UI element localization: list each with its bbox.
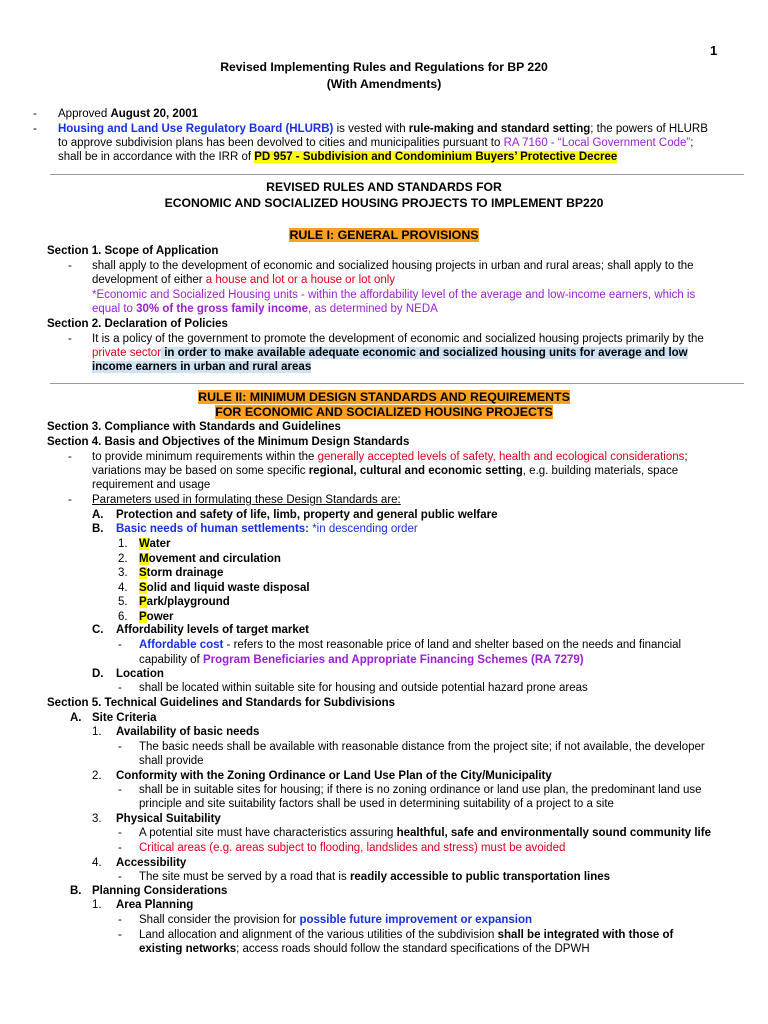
section-5-title: Section 5. Technical Guidelines and Standards for Subdivisions bbox=[47, 697, 396, 709]
a1-line-1: The basic needs shall be available with reasonable distance from the project site; if not available, the developer bbox=[139, 741, 705, 753]
standards-title-2: ECONOMIC AND SOCIALIZED HOUSING PROJECTS TO IMPLEMENT BP220 bbox=[164, 196, 604, 210]
basic-need-initial: P bbox=[139, 610, 147, 623]
s5-b-letter: B. bbox=[70, 885, 82, 897]
param-a: Protection and safety of life, limb, property and general public welfare bbox=[116, 509, 498, 521]
bullet-dash: - bbox=[33, 123, 37, 135]
s4-line-2: variations may be based on some specific regional, cultural and economic setting, e.g. building materials, space bbox=[92, 465, 679, 477]
param-d: Location bbox=[116, 668, 164, 680]
basic-need-number: 1. bbox=[118, 538, 128, 550]
rule-1-heading: RULE I: GENERAL PROVISIONS bbox=[289, 228, 479, 242]
a1-number: 1. bbox=[92, 726, 102, 738]
hlurb-line-3: shall be in accordance with the IRR of PD 957 - Subdivision and Condominium Buyers’ Protective Decree bbox=[58, 151, 618, 163]
s4-line-3: requirement and usage bbox=[92, 479, 211, 491]
section-2-title: Section 2. Declaration of Policies bbox=[47, 318, 228, 330]
a4-line-1: The site must be served by a road that is readily accessible to public transportation lines bbox=[139, 871, 611, 883]
rule-2-heading-2: FOR ECONOMIC AND SOCIALIZED HOUSING PROJECTS bbox=[215, 405, 553, 419]
parameters-heading: Parameters used in formulating these Design Standards are: bbox=[92, 494, 401, 506]
a2-title: Conformity with the Zoning Ordinance or Land Use Plan of the City/Municipality bbox=[116, 770, 552, 782]
param-b: Basic needs of human settlements: *in descending order bbox=[116, 523, 418, 535]
divider bbox=[50, 174, 744, 175]
s5-a-letter: A. bbox=[70, 712, 82, 724]
b1-line-2: Land allocation and alignment of the various utilities of the subdivision shall be integrated with those of bbox=[139, 929, 674, 941]
s2-line-2: private sector in order to make available adequate economic and socialized housing units for average and low bbox=[92, 347, 688, 359]
b1-number: 1. bbox=[92, 899, 102, 911]
bullet-dash: - bbox=[118, 741, 122, 753]
basic-need-initial: W bbox=[139, 538, 150, 550]
a3-number: 3. bbox=[92, 813, 102, 825]
s1-line-4: equal to 30% of the gross family income, as determined by NEDA bbox=[92, 303, 438, 315]
bullet-dash: - bbox=[118, 842, 122, 854]
bullet-dash: - bbox=[68, 260, 72, 272]
basic-need-number: 4. bbox=[118, 581, 128, 594]
param-c-letter: C. bbox=[92, 624, 104, 636]
document-subtitle: (With Amendments) bbox=[326, 77, 442, 91]
a2-line-1: shall be in suitable sites for housing; if there is no zoning ordinance or land use plan, the predominant land use bbox=[139, 784, 702, 796]
bullet-dash: - bbox=[68, 451, 72, 463]
basic-need-number: 3. bbox=[118, 567, 128, 579]
bullet-dash: - bbox=[118, 929, 122, 941]
param-d-letter: D. bbox=[92, 668, 104, 680]
basic-need-text: ovement and circulation bbox=[148, 552, 281, 565]
s1-line-2: development of either a house and lot or a house or lot only bbox=[92, 274, 396, 286]
param-c: Affordability levels of target market bbox=[116, 624, 309, 636]
basic-need-number: 5. bbox=[118, 596, 128, 608]
a4-number: 4. bbox=[92, 857, 102, 869]
a2-number: 2. bbox=[92, 770, 102, 782]
bullet-dash: - bbox=[33, 108, 37, 120]
page-number: 1 bbox=[710, 43, 718, 58]
a3-line-1: A potential site must have characteristics assuring healthful, safe and environmentally sound community life bbox=[139, 827, 711, 839]
s1-line-3: *Economic and Socialized Housing units - within the affordability level of the average and low-income earners, which is bbox=[92, 289, 696, 301]
c-line-1: Affordable cost - refers to the most reasonable price of land and shelter based on the needs and financial bbox=[139, 639, 682, 651]
bullet-dash: - bbox=[118, 639, 122, 651]
section-4-title: Section 4. Basis and Objectives of the Minimum Design Standards bbox=[47, 436, 410, 448]
a4-title: Accessibility bbox=[116, 857, 187, 869]
document-title: Revised Implementing Rules and Regulations for BP 220 bbox=[220, 60, 548, 74]
basic-need-text: ower bbox=[146, 610, 174, 623]
hlurb-line: Housing and Land Use Regulatory Board (HLURB) is vested with rule-making and standard setting; the powers of HLURB bbox=[58, 123, 708, 135]
standards-title-1: REVISED RULES AND STANDARDS FOR bbox=[266, 180, 502, 194]
s5-b: Planning Considerations bbox=[92, 885, 228, 897]
basic-need-initial: S bbox=[139, 567, 147, 579]
bullet-dash: - bbox=[118, 827, 122, 839]
basic-need-item bbox=[139, 552, 281, 567]
section-1-title: Section 1. Scope of Application bbox=[47, 245, 219, 257]
basic-need-text: ark/playground bbox=[146, 596, 230, 608]
param-a-letter: A. bbox=[92, 509, 104, 521]
basic-need-item bbox=[139, 610, 174, 625]
basic-need-initial: S bbox=[139, 581, 147, 594]
basic-need-item bbox=[139, 537, 171, 552]
a3-line-2: Critical areas (e.g. areas subject to flooding, landslides and stress) must be avoided bbox=[139, 842, 566, 854]
s2-line-1: It is a policy of the government to promote the development of economic and socialized housing projects primarily by the bbox=[92, 333, 704, 345]
basic-need-item bbox=[139, 566, 223, 581]
b1-line-3: existing networks; access roads should follow the standard specifications of the DPWH bbox=[139, 943, 590, 955]
rule-2-heading-1: RULE II: MINIMUM DESIGN STANDARDS AND REQUIREMENTS bbox=[198, 390, 570, 404]
bullet-dash: - bbox=[118, 914, 122, 926]
bullet-dash: - bbox=[118, 682, 122, 694]
c-line-2: capability of Program Beneficiaries and Appropriate Financing Schemes (RA 7279) bbox=[139, 654, 584, 666]
d-line-1: shall be located within suitable site for housing and outside potential hazard prone areas bbox=[139, 682, 588, 694]
bullet-dash: - bbox=[118, 784, 122, 796]
section-3-title: Section 3. Compliance with Standards and Guidelines bbox=[47, 421, 341, 433]
s5-a: Site Criteria bbox=[92, 712, 157, 724]
basic-need-text: olid and liquid waste disposal bbox=[146, 581, 310, 594]
hlurb-line-2: to approve subdivision plans has been devolved to cities and municipalities pursuant to RA 7160 - “Local Government Code”; bbox=[58, 137, 694, 149]
basic-need-item bbox=[139, 581, 310, 596]
basic-need-text: torm drainage bbox=[146, 567, 224, 579]
s4-line-1: to provide minimum requirements within the generally accepted levels of safety, health and ecological considerations; bbox=[92, 451, 688, 463]
a1-line-2: shall provide bbox=[139, 755, 204, 767]
basic-need-number: 2. bbox=[118, 552, 128, 565]
basic-need-initial: M bbox=[139, 552, 149, 565]
b1-title: Area Planning bbox=[116, 899, 194, 911]
bullet-dash: - bbox=[118, 871, 122, 883]
basic-need-number: 6. bbox=[118, 610, 128, 623]
bullet-dash: - bbox=[68, 333, 72, 345]
bullet-dash: - bbox=[68, 494, 72, 506]
param-b-letter: B. bbox=[92, 523, 104, 535]
b1-line-1: Shall consider the provision for possible future improvement or expansion bbox=[139, 914, 533, 926]
a2-line-2: principle and site suitability factors shall be used in determining suitability of a project to a site bbox=[139, 798, 614, 810]
basic-need-initial: P bbox=[139, 596, 147, 608]
a1-title: Availability of basic needs bbox=[116, 726, 260, 738]
s1-line-1: shall apply to the development of economic and socialized housing projects in urban and rural areas; shall apply to the bbox=[92, 260, 694, 272]
basic-need-item bbox=[139, 595, 230, 610]
basic-need-text: ater bbox=[149, 538, 171, 550]
s2-line-3: income earners in urban and rural areas bbox=[92, 361, 312, 373]
divider bbox=[50, 383, 744, 384]
approved-line: Approved August 20, 2001 bbox=[58, 108, 199, 120]
a3-title: Physical Suitability bbox=[116, 813, 221, 825]
